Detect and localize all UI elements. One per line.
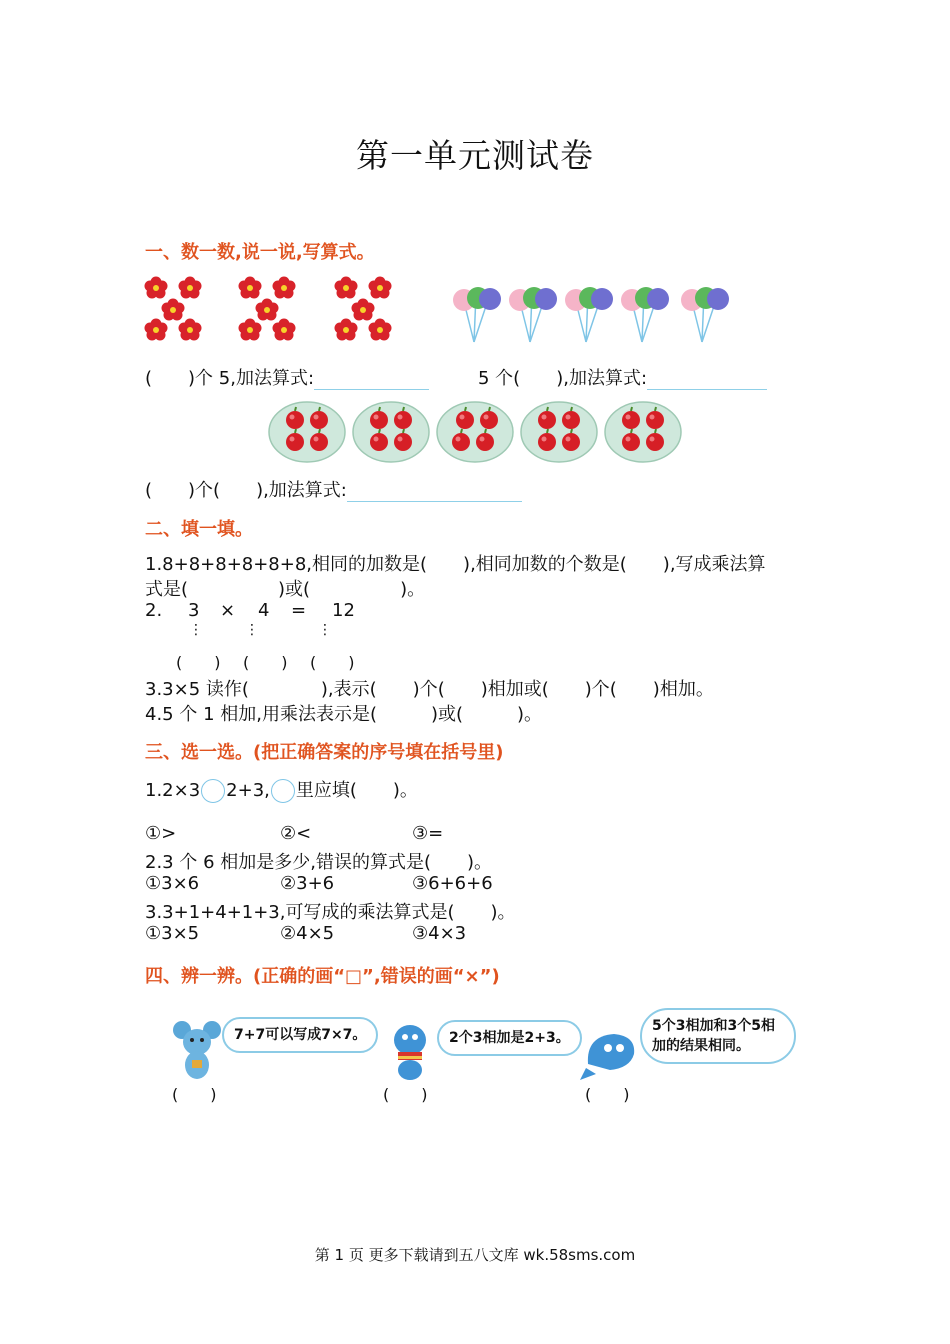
- q2-line-1: 1.8+8+8+8+8+8,相同的加数是( ),相同加数的个数是( ),写成乘法算: [145, 554, 766, 575]
- fish-icon: [580, 1024, 640, 1082]
- section-4-heading: 四、辨一辨。(正确的画“□”,错误的画“×”): [145, 966, 500, 987]
- option[interactable]: ②4×5: [280, 923, 335, 944]
- answer-blank[interactable]: [314, 371, 429, 390]
- answer-paren[interactable]: ( ): [243, 653, 288, 672]
- mouse-icon: [172, 1018, 222, 1080]
- answer-blank[interactable]: [347, 483, 522, 502]
- q1-line-b: ( )个( ),加法算式:: [145, 476, 522, 502]
- option[interactable]: ②3+6: [280, 873, 335, 894]
- apple-plates-illustration: [265, 398, 690, 468]
- option[interactable]: ①3×5: [145, 923, 200, 944]
- q2-line-5: 3.3×5 读作( ),表示( )个( )相加或( )个( )相加。: [145, 679, 714, 700]
- answer-paren[interactable]: ( ): [172, 1085, 217, 1104]
- option[interactable]: ③4×3: [412, 923, 467, 944]
- option[interactable]: ③=: [412, 823, 444, 844]
- section-1-heading: 一、数一数,说一说,写算式。: [145, 242, 375, 263]
- speech-bubble-1: 7+7可以写成7×7。: [222, 1017, 378, 1053]
- answer-paren[interactable]: ( ): [176, 653, 221, 672]
- dots: ⋮: [318, 622, 332, 638]
- answer-paren[interactable]: ( ): [383, 1085, 428, 1104]
- q2-line-6: 4.5 个 1 相加,用乘法表示是( )或( )。: [145, 704, 543, 725]
- flower-group-3: [335, 277, 392, 341]
- q1-line-a-right: 5 个( ),加法算式:: [478, 364, 767, 390]
- section-2-heading: 二、填一填。: [145, 519, 253, 540]
- option[interactable]: ①>: [145, 823, 177, 844]
- q3-line-3: 3.3+1+4+1+3,可写成的乘法算式是( )。: [145, 902, 516, 923]
- speech-bubble-2: 2个3相加是2+3。: [437, 1020, 582, 1056]
- q2-num-a: 3: [188, 600, 200, 621]
- q2-op-equals: =: [291, 600, 307, 621]
- option[interactable]: ②<: [280, 823, 312, 844]
- dots: ⋮: [189, 622, 203, 638]
- flowers-illustration: [140, 270, 420, 350]
- q1-line-a-left: ( )个 5,加法算式:: [145, 364, 429, 390]
- q2-num-b: 4: [258, 600, 270, 621]
- page-title: 第一单元测试卷: [356, 136, 594, 175]
- compare-circle[interactable]: [201, 779, 225, 803]
- option[interactable]: ①3×6: [145, 873, 200, 894]
- section-3-heading: 三、选一选。(把正确答案的序号填在括号里): [145, 742, 504, 763]
- q3-line-2: 2.3 个 6 相加是多少,错误的算式是( )。: [145, 852, 493, 873]
- dolphin-icon: [384, 1020, 438, 1084]
- speech-bubble-3: 5个3相加和3个5相加的结果相同。: [640, 1008, 796, 1064]
- dots: ⋮: [245, 622, 259, 638]
- page-footer: 第 1 页 更多下载请到五八文库 wk.58sms.com: [314, 1246, 636, 1264]
- balloons-illustration: [450, 280, 740, 350]
- q2-line-3-label: 2.: [145, 600, 163, 621]
- answer-paren[interactable]: ( ): [585, 1085, 630, 1104]
- q2-line-2: 式是( )或( )。: [145, 579, 426, 600]
- q2-num-c: 12: [332, 600, 355, 621]
- flower-group-2: [239, 277, 296, 341]
- option[interactable]: ③6+6+6: [412, 873, 493, 894]
- answer-blank[interactable]: [647, 371, 767, 390]
- answer-paren[interactable]: ( ): [310, 653, 355, 672]
- flower-group-1: [145, 277, 202, 341]
- compare-circle[interactable]: [271, 779, 295, 803]
- q2-op-times: ×: [220, 600, 236, 621]
- q3-line-1: 1.2×3 2+3, 里应填( )。: [145, 780, 418, 801]
